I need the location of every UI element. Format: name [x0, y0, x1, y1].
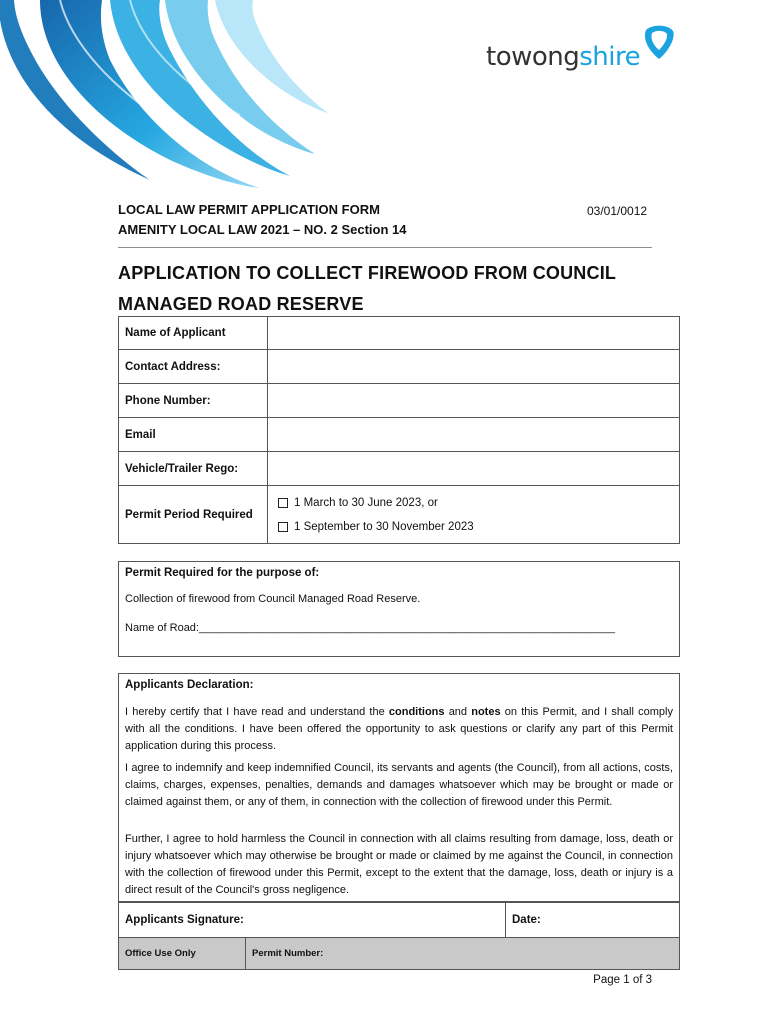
- declaration-paragraph-1: [125, 704, 673, 755]
- local-law-reference: AMENITY LOCAL LAW 2021 – NO. 2 Section 14: [118, 222, 407, 237]
- office-use-table: [118, 937, 680, 970]
- office-use-label: Office Use Only: [119, 938, 246, 970]
- option-2-label: 1 September to 30 November 2023: [294, 520, 474, 533]
- declaration-paragraph-3: Further, I agree to hold harmless the Council in connection with all claims resulting from damage, loss, death or injury whatsoever which may otherwise be brought or made or claimed by me against the Council, in connection with the collection of firewood under this Permit, except to the extent that the damage, loss, death or injury is a direct result of the Council's gross negligence.: [125, 833, 673, 896]
- logo-text-wong: wong: [511, 42, 580, 72]
- logo-mark-icon: [642, 22, 676, 62]
- permit-period-option-1[interactable]: [278, 491, 673, 515]
- declaration-p1-text-b: and: [444, 706, 472, 718]
- phone-number-input[interactable]: [268, 384, 680, 418]
- signature-label: Applicants Signature:: [125, 913, 244, 926]
- purpose-text: Collection of firewood from Council Managed Road Reserve.: [125, 593, 421, 605]
- document-reference-number: 03/01/0012: [587, 204, 648, 218]
- checkbox-icon[interactable]: [278, 498, 288, 508]
- declaration-heading: Applicants Declaration:: [125, 679, 254, 691]
- contact-address-label: Contact Address:: [119, 350, 268, 384]
- declaration-conditions-emphasis: conditions: [388, 706, 445, 718]
- road-name-field[interactable]: [125, 620, 615, 637]
- applicant-name-label: Name of Applicant: [119, 317, 268, 350]
- purpose-heading: Permit Required for the purpose of:: [125, 567, 320, 579]
- option-1-label: 1 March to 30 June 2023, or: [294, 496, 438, 509]
- header-divider: [118, 247, 652, 248]
- date-label: Date:: [512, 913, 541, 926]
- form-title: LOCAL LAW PERMIT APPLICATION FORM: [118, 202, 380, 217]
- signature-table: [118, 901, 680, 938]
- declaration-section: [118, 673, 680, 903]
- declaration-p1-text-c: on this Permit, and I shall comply with all the conditions. I have been offered the opportunity to ask questions or clarify any part of this Permit application during this process.: [125, 706, 673, 752]
- permit-period-options: [268, 486, 680, 544]
- email-input[interactable]: [268, 418, 680, 452]
- declaration-notes-emphasis: notes: [471, 706, 501, 718]
- applicant-name-input[interactable]: [268, 317, 680, 350]
- checkbox-icon[interactable]: [278, 522, 288, 532]
- vehicle-rego-label: Vehicle/Trailer Rego:: [119, 452, 268, 486]
- permit-purpose-section: [118, 561, 680, 657]
- declaration-p1-text-a: I hereby certify that I have read and understand the: [125, 706, 389, 718]
- logo-text-to: to: [486, 42, 512, 72]
- brand-swoosh-graphic: [0, 0, 330, 200]
- road-name-label: Name of Road:: [125, 622, 199, 634]
- page-title-line-1: APPLICATION TO COLLECT FIREWOOD FROM COUNCIL: [118, 263, 617, 283]
- permit-number-field[interactable]: [246, 938, 680, 970]
- phone-number-label: Phone Number:: [119, 384, 268, 418]
- page-title-line-2: MANAGED ROAD RESERVE: [118, 294, 364, 314]
- contact-address-input[interactable]: [268, 350, 680, 384]
- applicant-signature-field[interactable]: [119, 902, 506, 938]
- email-label: Email: [119, 418, 268, 452]
- towong-shire-logo: [486, 22, 676, 72]
- road-name-line: ____________________________________________________________________: [198, 622, 615, 634]
- declaration-paragraph-2: I agree to indemnify and keep indemnified Council, its servants and agents (the Council), from all actions, costs, claims, charges, expenses, penalties, demands and damages whatsoever which may be brought or made or claimed against them, or any of them, in connection with the collection of firewood under this Permit.: [125, 762, 673, 808]
- page-title: [118, 258, 616, 320]
- applicant-details-table: [118, 316, 680, 544]
- permit-period-option-2[interactable]: [278, 515, 673, 539]
- date-field[interactable]: [506, 902, 680, 938]
- logo-text-shire: shire: [579, 42, 641, 72]
- page-number: Page 1 of 3: [593, 974, 652, 986]
- vehicle-rego-input[interactable]: [268, 452, 680, 486]
- permit-number-label: Permit Number:: [252, 948, 324, 959]
- permit-period-label: Permit Period Required: [119, 486, 268, 544]
